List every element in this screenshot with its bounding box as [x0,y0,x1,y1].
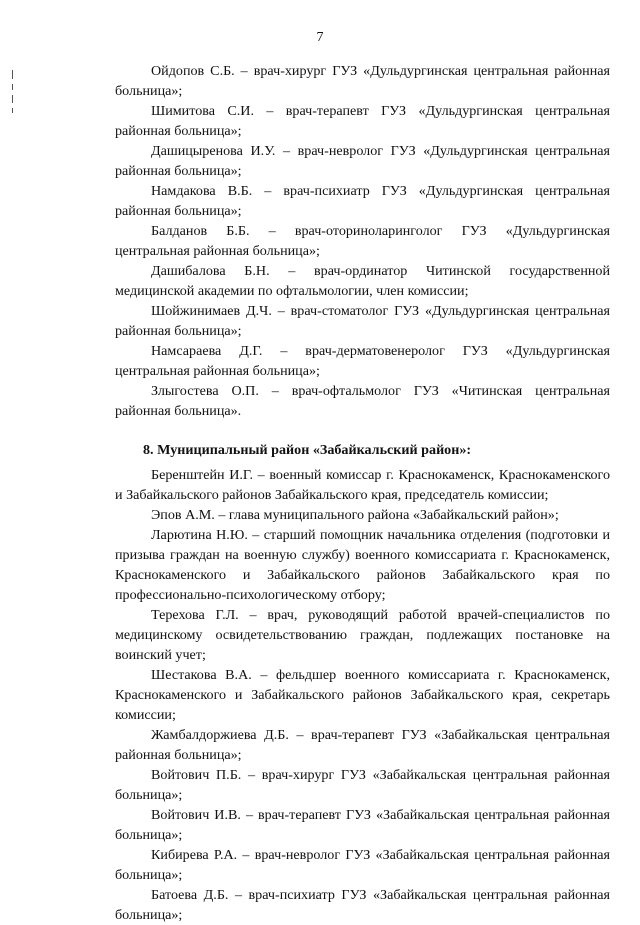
member-entry: Намсараева Д.Г. – врач-дерматовенеролог ГУЗ «Дульдургинская центральная районная больница»; [115,343,610,379]
margin-marks [11,70,15,120]
member-entry: Войтович И.В. – врач-терапевт ГУЗ «Забайкальская центральная районная больница»; [115,807,610,843]
member-entry: Жамбалдоржиева Д.Б. – врач-терапевт ГУЗ «Забайкальская центральная районная больница»; [115,727,610,763]
member-entry: Войтович П.Б. – врач-хирург ГУЗ «Забайкальская центральная районная больница»; [115,767,610,803]
member-entry: Дашибалова Б.Н. – врач-ординатор Читинской государственной медицинской академии по офтальмологии, член комиссии; [115,263,610,299]
member-entry: Шойжинимаев Д.Ч. – врач-стоматолог ГУЗ «Дульдургинская центральная районная больница»; [115,303,610,339]
member-entry: Дашицыренова И.У. – врач-невролог ГУЗ «Дульдургинская центральная районная больница»; [115,143,610,179]
member-entry: Кибирева Р.А. – врач-невролог ГУЗ «Забайкальская центральная районная больница»; [115,847,610,883]
member-entry: Эпов А.М. – глава муниципального района «Забайкальский район»; [151,507,559,523]
member-entry: Намдакова В.Б. – врач-психиатр ГУЗ «Дульдургинская центральная районная больница»; [115,183,610,219]
member-entry: Ларютина Н.Ю. – старший помощник начальника отделения (подготовки и призыва граждан на военную службу) военного комиссариата г. Краснокаменск, Краснокаменского и Забайкальского районов Забайкальского края по профессионально-психологическому отбору; [115,527,610,603]
member-entry: Шестакова В.А. – фельдшер военного комиссариата г. Краснокаменск, Краснокаменского и Забайкальского районов Забайкальского края, секретарь комиссии; [115,667,610,723]
member-entry: Батоева Д.Б. – врач-психиатр ГУЗ «Забайкальская центральная районная больница»; [115,887,610,923]
member-entry: Злыгостева О.П. – врач-офтальмолог ГУЗ «Читинская центральная районная больница». [115,383,610,419]
page-number: 7 [316,30,324,45]
document-body [115,61,610,925]
member-entry: Терехова Г.Л. – врач, руководящий работой врачей-специалистов по медицинскому освидетельствованию граждан, подлежащих постановке на воинский учет; [115,607,610,663]
member-entry: Шимитова С.И. – врач-терапевт ГУЗ «Дульдургинская центральная районная больница»; [115,103,610,139]
member-entry: Беренштейн И.Г. – военный комиссар г. Краснокаменск, Краснокаменского и Забайкальского районов Забайкальского края, председатель комиссии; [115,467,610,503]
member-entry: Ойдопов С.Б. – врач-хирург ГУЗ «Дульдургинская центральная районная больница»; [115,63,610,99]
member-entry: Балданов Б.Б. – врач-оториноларинголог ГУЗ «Дульдургинская центральная районная больница»; [115,223,610,259]
section-heading: 8. Муниципальный район «Забайкальский район»: [143,442,472,458]
